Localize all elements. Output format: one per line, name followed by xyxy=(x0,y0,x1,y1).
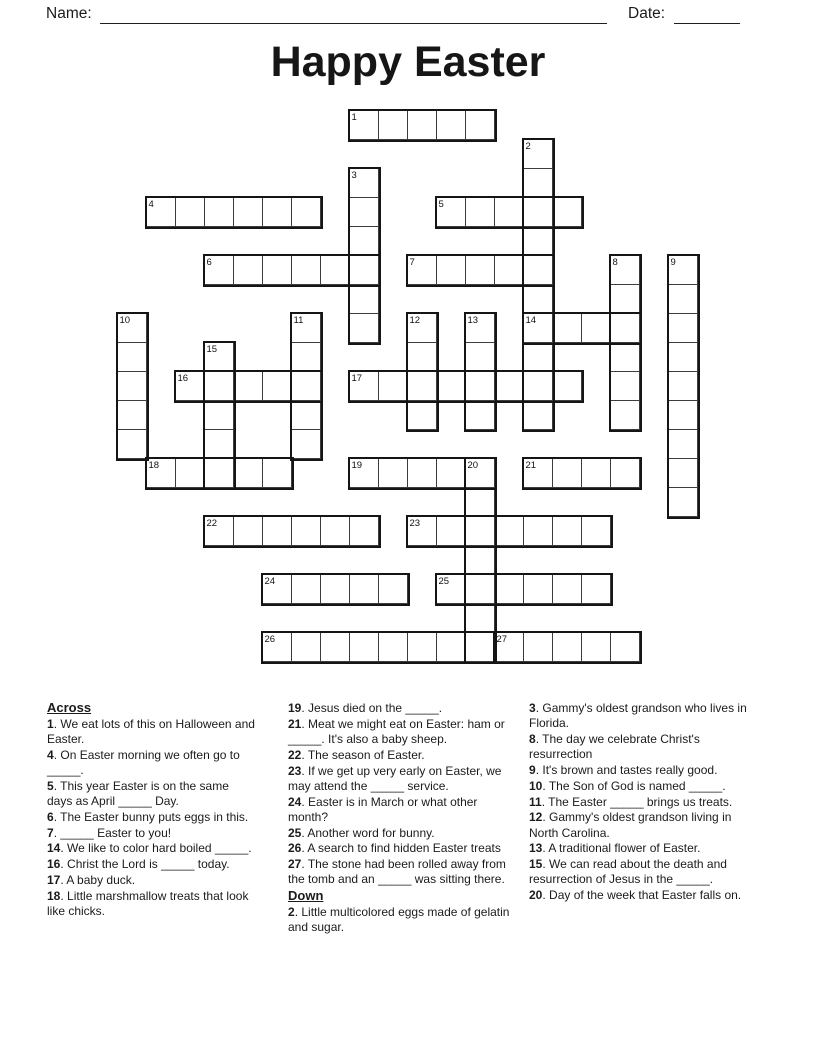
grid-cell[interactable] xyxy=(262,516,292,546)
clue-item-18: 18. Little marshmallow treats that look like chicks. xyxy=(47,888,249,918)
grid-cell[interactable] xyxy=(117,371,147,401)
cell-number: 4 xyxy=(148,198,154,210)
grid-cell[interactable] xyxy=(610,400,640,430)
cell-number: 1 xyxy=(351,111,357,123)
clue-item-19: 19. Jesus died on the _____. xyxy=(288,701,443,715)
grid-cell[interactable] xyxy=(407,110,437,140)
grid-cell[interactable] xyxy=(610,632,640,662)
grid-cell[interactable] xyxy=(262,371,292,401)
grid-cell[interactable] xyxy=(523,168,553,198)
grid-cell[interactable] xyxy=(494,574,524,604)
grid-cell[interactable] xyxy=(465,255,495,285)
clue-item-10: 10. The Son of God is named _____. xyxy=(529,778,726,793)
clue-text: A baby duck. xyxy=(66,872,136,887)
grid-cell[interactable] xyxy=(204,197,234,227)
grid-cell[interactable] xyxy=(668,429,698,459)
clue-text: Gammy's oldest grandson who lives in Florida. xyxy=(529,701,747,731)
grid-cell[interactable] xyxy=(465,371,495,401)
clue-text: The stone had been rolled away from the tomb and an _____ was sitting there. xyxy=(288,857,506,887)
cell-number: 22 xyxy=(206,517,218,529)
grid-cell[interactable] xyxy=(668,284,698,314)
clue-item-11: 11. The Easter _____ brings us treats. xyxy=(529,794,733,809)
cell-number: 23 xyxy=(409,517,421,529)
clue-item-15: 15. We can read about the death and resurrection of Jesus in the _____. xyxy=(529,857,727,887)
grid-cell[interactable] xyxy=(465,516,495,546)
grid-cell[interactable] xyxy=(523,371,553,401)
clue-text: We eat lots of this on Halloween and Easter. xyxy=(47,716,255,746)
grid-cell[interactable] xyxy=(436,255,466,285)
clue-item-24: 24. Easter is in March or what other month? xyxy=(288,794,478,824)
grid-cell[interactable] xyxy=(262,255,292,285)
grid-cell[interactable] xyxy=(320,574,350,604)
grid-cell[interactable] xyxy=(465,545,495,575)
grid-cell[interactable] xyxy=(465,574,495,604)
clue-number: 19 xyxy=(288,701,302,715)
grid-cell[interactable] xyxy=(407,632,437,662)
grid-cell[interactable] xyxy=(610,458,640,488)
grid-cell[interactable] xyxy=(552,197,582,227)
grid-cell[interactable] xyxy=(610,313,640,343)
grid-cell[interactable] xyxy=(668,342,698,372)
grid-cell[interactable] xyxy=(523,632,553,662)
grid-cell[interactable] xyxy=(349,574,379,604)
grid-cell[interactable] xyxy=(291,342,321,372)
clue-column-1 xyxy=(47,700,255,920)
grid-cell[interactable] xyxy=(523,197,553,227)
grid-cell[interactable] xyxy=(523,342,553,372)
clue-item-5: 5. This year Easter is on the same days as April _____ Day. xyxy=(47,778,229,808)
clue-column-3 xyxy=(529,701,753,904)
date-label: Date: xyxy=(628,5,666,22)
cell-number: 15 xyxy=(206,343,218,355)
clue-text: Easter is in March or what other month? xyxy=(288,794,478,824)
cell-number: 13 xyxy=(467,314,479,326)
clue-text: The Son of God is named _____. xyxy=(548,778,726,793)
grid-cell[interactable] xyxy=(436,632,466,662)
clue-number: 8 xyxy=(529,732,536,746)
down-header: Down xyxy=(288,888,324,904)
clue-number: 9 xyxy=(529,763,536,777)
cell-number: 6 xyxy=(206,256,212,268)
grid-cell[interactable] xyxy=(523,574,553,604)
grid-cell[interactable] xyxy=(320,516,350,546)
clue-number: 4 xyxy=(47,747,54,762)
clue-number: 26 xyxy=(288,841,302,856)
grid-cell[interactable] xyxy=(494,197,524,227)
grid-cell[interactable] xyxy=(291,574,321,604)
grid-cell[interactable] xyxy=(407,458,437,488)
grid-cell[interactable] xyxy=(117,429,147,459)
grid-cell[interactable] xyxy=(320,255,350,285)
clue-item-2: 2. Little multicolored eggs made of gelatin and sugar. xyxy=(288,904,510,935)
cell-number: 11 xyxy=(293,314,304,326)
grid-cell[interactable] xyxy=(581,632,611,662)
grid-cell[interactable] xyxy=(552,632,582,662)
grid-cell[interactable] xyxy=(378,458,408,488)
clue-item-3: 3. Gammy's oldest grandson who lives in Florida. xyxy=(529,701,747,731)
clue-text: Another word for bunny. xyxy=(307,825,435,840)
clue-item-4: 4. On Easter morning we often go to _____. xyxy=(47,747,240,777)
grid-cell[interactable] xyxy=(291,632,321,662)
clue-item-25: 25. Another word for bunny. xyxy=(288,825,435,840)
grid-cell[interactable] xyxy=(233,371,263,401)
clue-item-20: 20. Day of the week that Easter falls on. xyxy=(529,888,742,903)
grid-cell[interactable] xyxy=(523,400,553,430)
grid-cell[interactable] xyxy=(436,516,466,546)
clue-number: 24 xyxy=(288,794,302,809)
clue-number: 10 xyxy=(529,778,543,793)
grid-cell[interactable] xyxy=(494,255,524,285)
grid-cell[interactable] xyxy=(465,110,495,140)
grid-cell[interactable] xyxy=(262,197,292,227)
clue-text: Gammy's oldest grandson living in North Carolina. xyxy=(529,810,732,840)
grid-cell[interactable] xyxy=(291,255,321,285)
cell-number: 16 xyxy=(177,372,189,384)
clue-text: If we get up very early on Easter, we may attend the _____ service. xyxy=(288,763,502,793)
clue-text: Meat we might eat on Easter: ham or _____. It's also a baby sheep. xyxy=(288,716,505,746)
grid-cell[interactable] xyxy=(523,255,553,285)
clue-text: On Easter morning we often go to _____. xyxy=(47,747,240,777)
grid-cell[interactable] xyxy=(349,516,379,546)
clue-text: This year Easter is on the same days as April _____ Day. xyxy=(47,778,229,808)
grid-cell[interactable] xyxy=(204,458,234,488)
clue-item-7: 7. _____ Easter to you! xyxy=(47,825,172,840)
grid-cell[interactable] xyxy=(668,313,698,343)
clue-item-6: 6. The Easter bunny puts eggs in this. xyxy=(47,809,249,824)
grid-cell[interactable] xyxy=(204,429,234,459)
grid-cell[interactable] xyxy=(610,342,640,372)
clue-item-17: 17. A baby duck. xyxy=(47,872,136,887)
clue-item-23: 23. If we get up very early on Easter, we may attend the _____ service. xyxy=(288,763,502,793)
clue-number: 11 xyxy=(529,794,542,809)
clue-number: 14 xyxy=(47,841,61,856)
clue-number: 7 xyxy=(47,825,54,840)
grid-cell[interactable] xyxy=(407,371,437,401)
clue-text: A traditional flower of Easter. xyxy=(548,841,701,856)
clue-number: 23 xyxy=(288,763,302,778)
clue-text: We can read about the death and resurrection of Jesus in the _____. xyxy=(529,857,727,887)
clue-item-13: 13. A traditional flower of Easter. xyxy=(529,841,701,856)
cell-number: 17 xyxy=(351,372,363,384)
grid-cell[interactable] xyxy=(378,371,408,401)
cell-number: 24 xyxy=(264,575,276,587)
clue-number: 25 xyxy=(288,825,302,840)
clue-number: 22 xyxy=(288,747,302,762)
grid-cell[interactable] xyxy=(204,371,234,401)
clue-text: It's brown and tastes really good. xyxy=(542,763,718,777)
clue-text: The Easter _____ brings us treats. xyxy=(548,794,733,809)
clue-item-1: 1. We eat lots of this on Halloween and Easter. xyxy=(47,716,255,746)
clue-item-12: 12. Gammy's oldest grandson living in North Carolina. xyxy=(529,810,732,840)
clue-text: Little multicolored eggs made of gelatin and sugar. xyxy=(288,904,510,935)
grid-cell[interactable] xyxy=(523,284,553,314)
clue-text: We like to color hard boiled _____. xyxy=(67,841,252,856)
grid-cell[interactable] xyxy=(349,197,379,227)
page-title: Happy Easter xyxy=(270,38,546,86)
cell-number: 12 xyxy=(409,314,421,326)
cell-number: 21 xyxy=(525,459,537,471)
grid-cell[interactable] xyxy=(610,284,640,314)
grid-cell[interactable] xyxy=(320,632,350,662)
grid-cell[interactable] xyxy=(291,371,321,401)
clue-number: 6 xyxy=(47,809,54,824)
clue-number: 20 xyxy=(529,888,543,903)
grid-cell[interactable] xyxy=(291,516,321,546)
clue-column-2 xyxy=(288,701,514,936)
clue-text: _____ Easter to you! xyxy=(60,825,172,840)
clue-text: The day we celebrate Christ's resurrection xyxy=(529,732,700,762)
grid-cell[interactable] xyxy=(465,342,495,372)
cell-number: 18 xyxy=(148,459,160,471)
across-header: Across xyxy=(47,700,92,715)
clue-item-27: 27. The stone had been rolled away from the tomb and an _____ was sitting there. xyxy=(288,857,506,887)
clue-item-26: 26. A search to find hidden Easter treats xyxy=(288,841,501,856)
cell-number: 8 xyxy=(612,256,618,268)
clue-number: 13 xyxy=(529,841,543,856)
grid-cell[interactable] xyxy=(291,429,321,459)
clue-number: 17 xyxy=(47,872,61,887)
grid-cell[interactable] xyxy=(291,197,321,227)
cell-number: 20 xyxy=(467,459,479,471)
clue-number: 3 xyxy=(529,701,536,715)
clue-number: 2 xyxy=(288,904,295,919)
grid-cell[interactable] xyxy=(552,458,582,488)
clue-text: The Easter bunny puts eggs in this. xyxy=(60,809,249,824)
grid-cell[interactable] xyxy=(349,226,379,256)
clue-item-21: 21. Meat we might eat on Easter: ham or _____. It's also a baby sheep. xyxy=(288,716,505,746)
grid-cell[interactable] xyxy=(523,516,553,546)
grid-cell[interactable] xyxy=(233,255,263,285)
grid-cell[interactable] xyxy=(233,516,263,546)
grid-cell[interactable] xyxy=(378,110,408,140)
cell-number: 19 xyxy=(351,459,363,471)
grid-cell[interactable] xyxy=(552,313,582,343)
clue-number: 15 xyxy=(529,857,543,872)
cell-number: 14 xyxy=(525,314,537,326)
grid-cell[interactable] xyxy=(581,458,611,488)
grid-cell[interactable] xyxy=(465,603,495,633)
clue-text: A search to find hidden Easter treats xyxy=(307,841,501,856)
clue-text: The season of Easter. xyxy=(307,747,425,762)
grid-cell[interactable] xyxy=(117,400,147,430)
clue-item-8: 8. The day we celebrate Christ's resurrection xyxy=(529,732,700,762)
grid-cell[interactable] xyxy=(668,458,698,488)
grid-cell[interactable] xyxy=(291,400,321,430)
clue-number: 16 xyxy=(47,857,61,872)
grid-cell[interactable] xyxy=(378,574,408,604)
grid-cell[interactable] xyxy=(494,371,524,401)
clue-number: 5 xyxy=(47,778,54,793)
clue-item-22: 22. The season of Easter. xyxy=(288,747,425,762)
grid-cell[interactable] xyxy=(523,226,553,256)
clue-text: Little marshmallow treats that look like chicks. xyxy=(47,888,249,918)
cell-number: 5 xyxy=(438,198,444,210)
clue-item-9: 9. It's brown and tastes really good. xyxy=(529,763,718,777)
grid-cell[interactable] xyxy=(407,342,437,372)
clue-item-14: 14. We like to color hard boiled _____. xyxy=(47,841,252,856)
grid-cell[interactable] xyxy=(581,574,611,604)
grid-cell[interactable] xyxy=(407,400,437,430)
clue-text: Christ the Lord is _____ today. xyxy=(67,857,230,872)
grid-cell[interactable] xyxy=(436,371,466,401)
grid-cell[interactable] xyxy=(378,632,408,662)
grid-cell[interactable] xyxy=(436,110,466,140)
grid-cell[interactable] xyxy=(349,313,379,343)
grid-cell[interactable] xyxy=(262,458,292,488)
grid-cell[interactable] xyxy=(610,371,640,401)
cell-number: 25 xyxy=(438,575,450,587)
grid-cell[interactable] xyxy=(465,197,495,227)
grid-cell[interactable] xyxy=(117,342,147,372)
grid-cell[interactable] xyxy=(465,400,495,430)
grid-cell[interactable] xyxy=(349,632,379,662)
clue-number: 18 xyxy=(47,888,61,903)
grid-cell[interactable] xyxy=(465,632,495,662)
grid-cell[interactable] xyxy=(552,574,582,604)
grid-cell[interactable] xyxy=(581,516,611,546)
grid-cell[interactable] xyxy=(552,371,582,401)
grid-cell[interactable] xyxy=(436,458,466,488)
cell-number: 26 xyxy=(264,633,276,645)
grid-cell[interactable] xyxy=(175,197,205,227)
grid-cell[interactable] xyxy=(668,487,698,517)
grid-cell[interactable] xyxy=(581,313,611,343)
clue-text: Jesus died on the _____. xyxy=(308,701,443,715)
name-label: Name: xyxy=(46,5,92,22)
cell-number: 9 xyxy=(670,256,676,268)
cell-number: 7 xyxy=(409,256,415,268)
clue-number: 1 xyxy=(47,716,54,731)
grid-cell[interactable] xyxy=(204,400,234,430)
grid-cell[interactable] xyxy=(233,197,263,227)
grid-cell[interactable] xyxy=(494,516,524,546)
cell-number: 2 xyxy=(525,140,531,152)
clue-number: 27 xyxy=(288,857,302,872)
grid-cell[interactable] xyxy=(668,371,698,401)
clue-text: Day of the week that Easter falls on. xyxy=(549,888,742,903)
clue-number: 21 xyxy=(288,716,302,731)
grid-cell[interactable] xyxy=(349,255,379,285)
cell-number: 3 xyxy=(351,169,357,181)
grid-cell[interactable] xyxy=(465,487,495,517)
grid-cell[interactable] xyxy=(175,458,205,488)
clue-number: 12 xyxy=(529,810,543,825)
clue-item-16: 16. Christ the Lord is _____ today. xyxy=(47,857,230,872)
grid-cell[interactable] xyxy=(233,458,263,488)
grid-cell[interactable] xyxy=(349,284,379,314)
cell-number: 10 xyxy=(119,314,131,326)
cell-number: 27 xyxy=(496,633,508,645)
grid-cell[interactable] xyxy=(668,400,698,430)
grid-cell[interactable] xyxy=(552,516,582,546)
